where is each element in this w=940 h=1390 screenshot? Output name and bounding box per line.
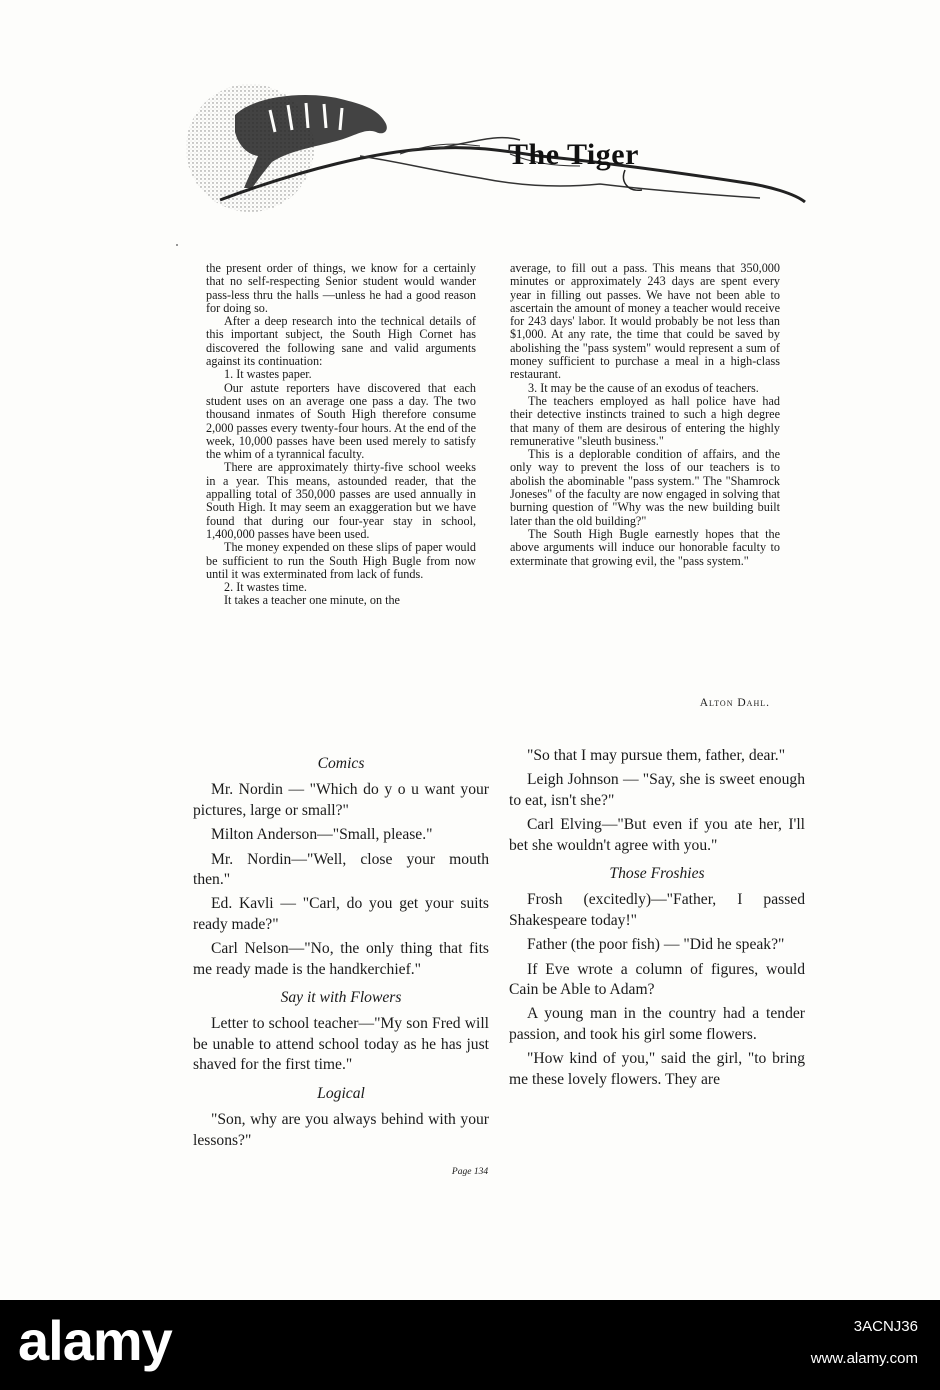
jokes-right-column bbox=[509, 746, 805, 1094]
logical-heading: Logical bbox=[317, 1084, 365, 1102]
article-paragraph: 1. It wastes paper. bbox=[224, 367, 312, 382]
joke-line: Carl Elving—"But even if you ate her, I'll bet she wouldn't agree with you." bbox=[509, 816, 805, 854]
joke-line: "Son, why are you always behind with your lessons?" bbox=[193, 1111, 489, 1149]
joke-line: Leigh Johnson — "Say, she is sweet enough to eat, isn't she?" bbox=[509, 771, 805, 809]
jokes-left-column bbox=[193, 746, 489, 1155]
comics-heading: Comics bbox=[317, 755, 365, 772]
tiger-on-branch-illustration bbox=[180, 70, 820, 250]
flowers-heading: Say it with Flowers bbox=[280, 989, 402, 1007]
article-paragraph: After a deep research into the technical details of this important subject, the South High Cornet has discovered the following sane and valid arguments against its continuation: bbox=[206, 314, 476, 369]
joke-line: Carl Nelson—"No, the only thing that fits me ready made is the handkerchief." bbox=[193, 940, 489, 978]
article-right-column bbox=[510, 262, 780, 568]
article-paragraph: 2. It wastes time. bbox=[224, 580, 307, 595]
article-paragraph: It takes a teacher one minute, on the bbox=[224, 593, 400, 608]
tiger-silhouette bbox=[235, 95, 387, 188]
page-number: Page 134 bbox=[451, 1167, 489, 1177]
article-paragraph: average, to fill out a pass. This means that 350,000 minutes or approximately 243 days are spent every year in filling out passes. We have not been able to ascertain the amount of money a teacher would receive for 243 days' labor. It would probably be not less than $1,000. At any rate, the time that could be saved by abolishing the "pass system" would represent a sum of money sufficient to purchase a meal in a high-class restaurant. bbox=[510, 261, 780, 382]
article-paragraph: The money expended on these slips of paper would be sufficient to run the South High Bugle from now until it was exterminated from lack of funds. bbox=[206, 540, 476, 581]
froshies-heading: Those Froshies bbox=[609, 865, 705, 883]
article-paragraph: the present order of things, we know for a certainly that no self-respecting Senior student would wander pass-less thru the halls —unless he had a good reason for doing so. bbox=[206, 261, 476, 315]
article-paragraph: This is a deplorable condition of affairs, and the only way to prevent the loss of our teachers is to abolish the abominable "pass system." The "Shamrock Joneses" of the faculty are now engaged in solving that burning question of "Why was the new building built later than the old building?" bbox=[510, 447, 780, 528]
joke-line: Father (the poor fish) — "Did he speak?" bbox=[527, 936, 785, 954]
joke-line: If Eve wrote a column of figures, would Cain be Able to Adam? bbox=[509, 960, 805, 999]
article-signature: Alton Dahl. bbox=[699, 697, 770, 709]
joke-line: Ed. Kavli — "Carl, do you get your suits ready made?" bbox=[193, 895, 489, 933]
article-left-column bbox=[206, 262, 476, 608]
joke-line: "So that I may pursue them, father, dear." bbox=[527, 747, 786, 764]
section-title: The Tiger bbox=[508, 138, 639, 171]
scan-speck bbox=[176, 244, 178, 246]
joke-line: Mr. Nordin — "Which do y o u want your pictures, large or small?" bbox=[193, 781, 489, 819]
joke-line: Letter to school teacher—"My son Fred will be unable to attend school today as he has just shaved for the first time." bbox=[193, 1015, 489, 1074]
article-paragraph: There are approximately thirty-five school weeks in a year. This means, astounded reader, that the appalling total of 350,000 passes are used annually in South High. It may seem an exaggeration but we have found that during our four-year stay in school, 1,400,000 passes have been used. bbox=[206, 460, 476, 541]
article-paragraph: 3. It may be the cause of an exodus of teachers. bbox=[528, 380, 759, 395]
joke-line: A young man in the country had a tender passion, and took his girl some flowers. bbox=[509, 1005, 805, 1043]
joke-line: Mr. Nordin—"Well, close your mouth then." bbox=[193, 850, 489, 889]
article-paragraph: The South High Bugle earnestly hopes that the above arguments will induce our honorable faculty to exterminate that growing evil, the "pass system." bbox=[510, 526, 780, 568]
joke-line: Milton Anderson—"Small, please." bbox=[211, 826, 433, 844]
alamy-logo: alamy bbox=[18, 1309, 172, 1372]
article-paragraph: Our astute reporters have discovered that each student uses on an average one pass a day. The two thousand inmates of South High therefore consume 2,000 passes every twenty-four hours. At the end of the week, 10,000 passes have been used merely to satisfy the whim of a tyrannical faculty. bbox=[206, 380, 476, 462]
site-url-label: www.alamy.com bbox=[810, 1350, 918, 1367]
article-paragraph: The teachers employed as hall police have had their detective instincts trained to such a high degree that many of them are desirous of entering the highly remunerative "sleuth business." bbox=[510, 393, 780, 448]
joke-line: "How kind of you," said the girl, "to bring me these lovely flowers. They are bbox=[509, 1050, 805, 1088]
joke-line: Frosh (excitedly)—"Father, I passed Shakespeare today!" bbox=[509, 891, 805, 929]
image-id-label: 3ACNJ36 bbox=[853, 1318, 918, 1335]
